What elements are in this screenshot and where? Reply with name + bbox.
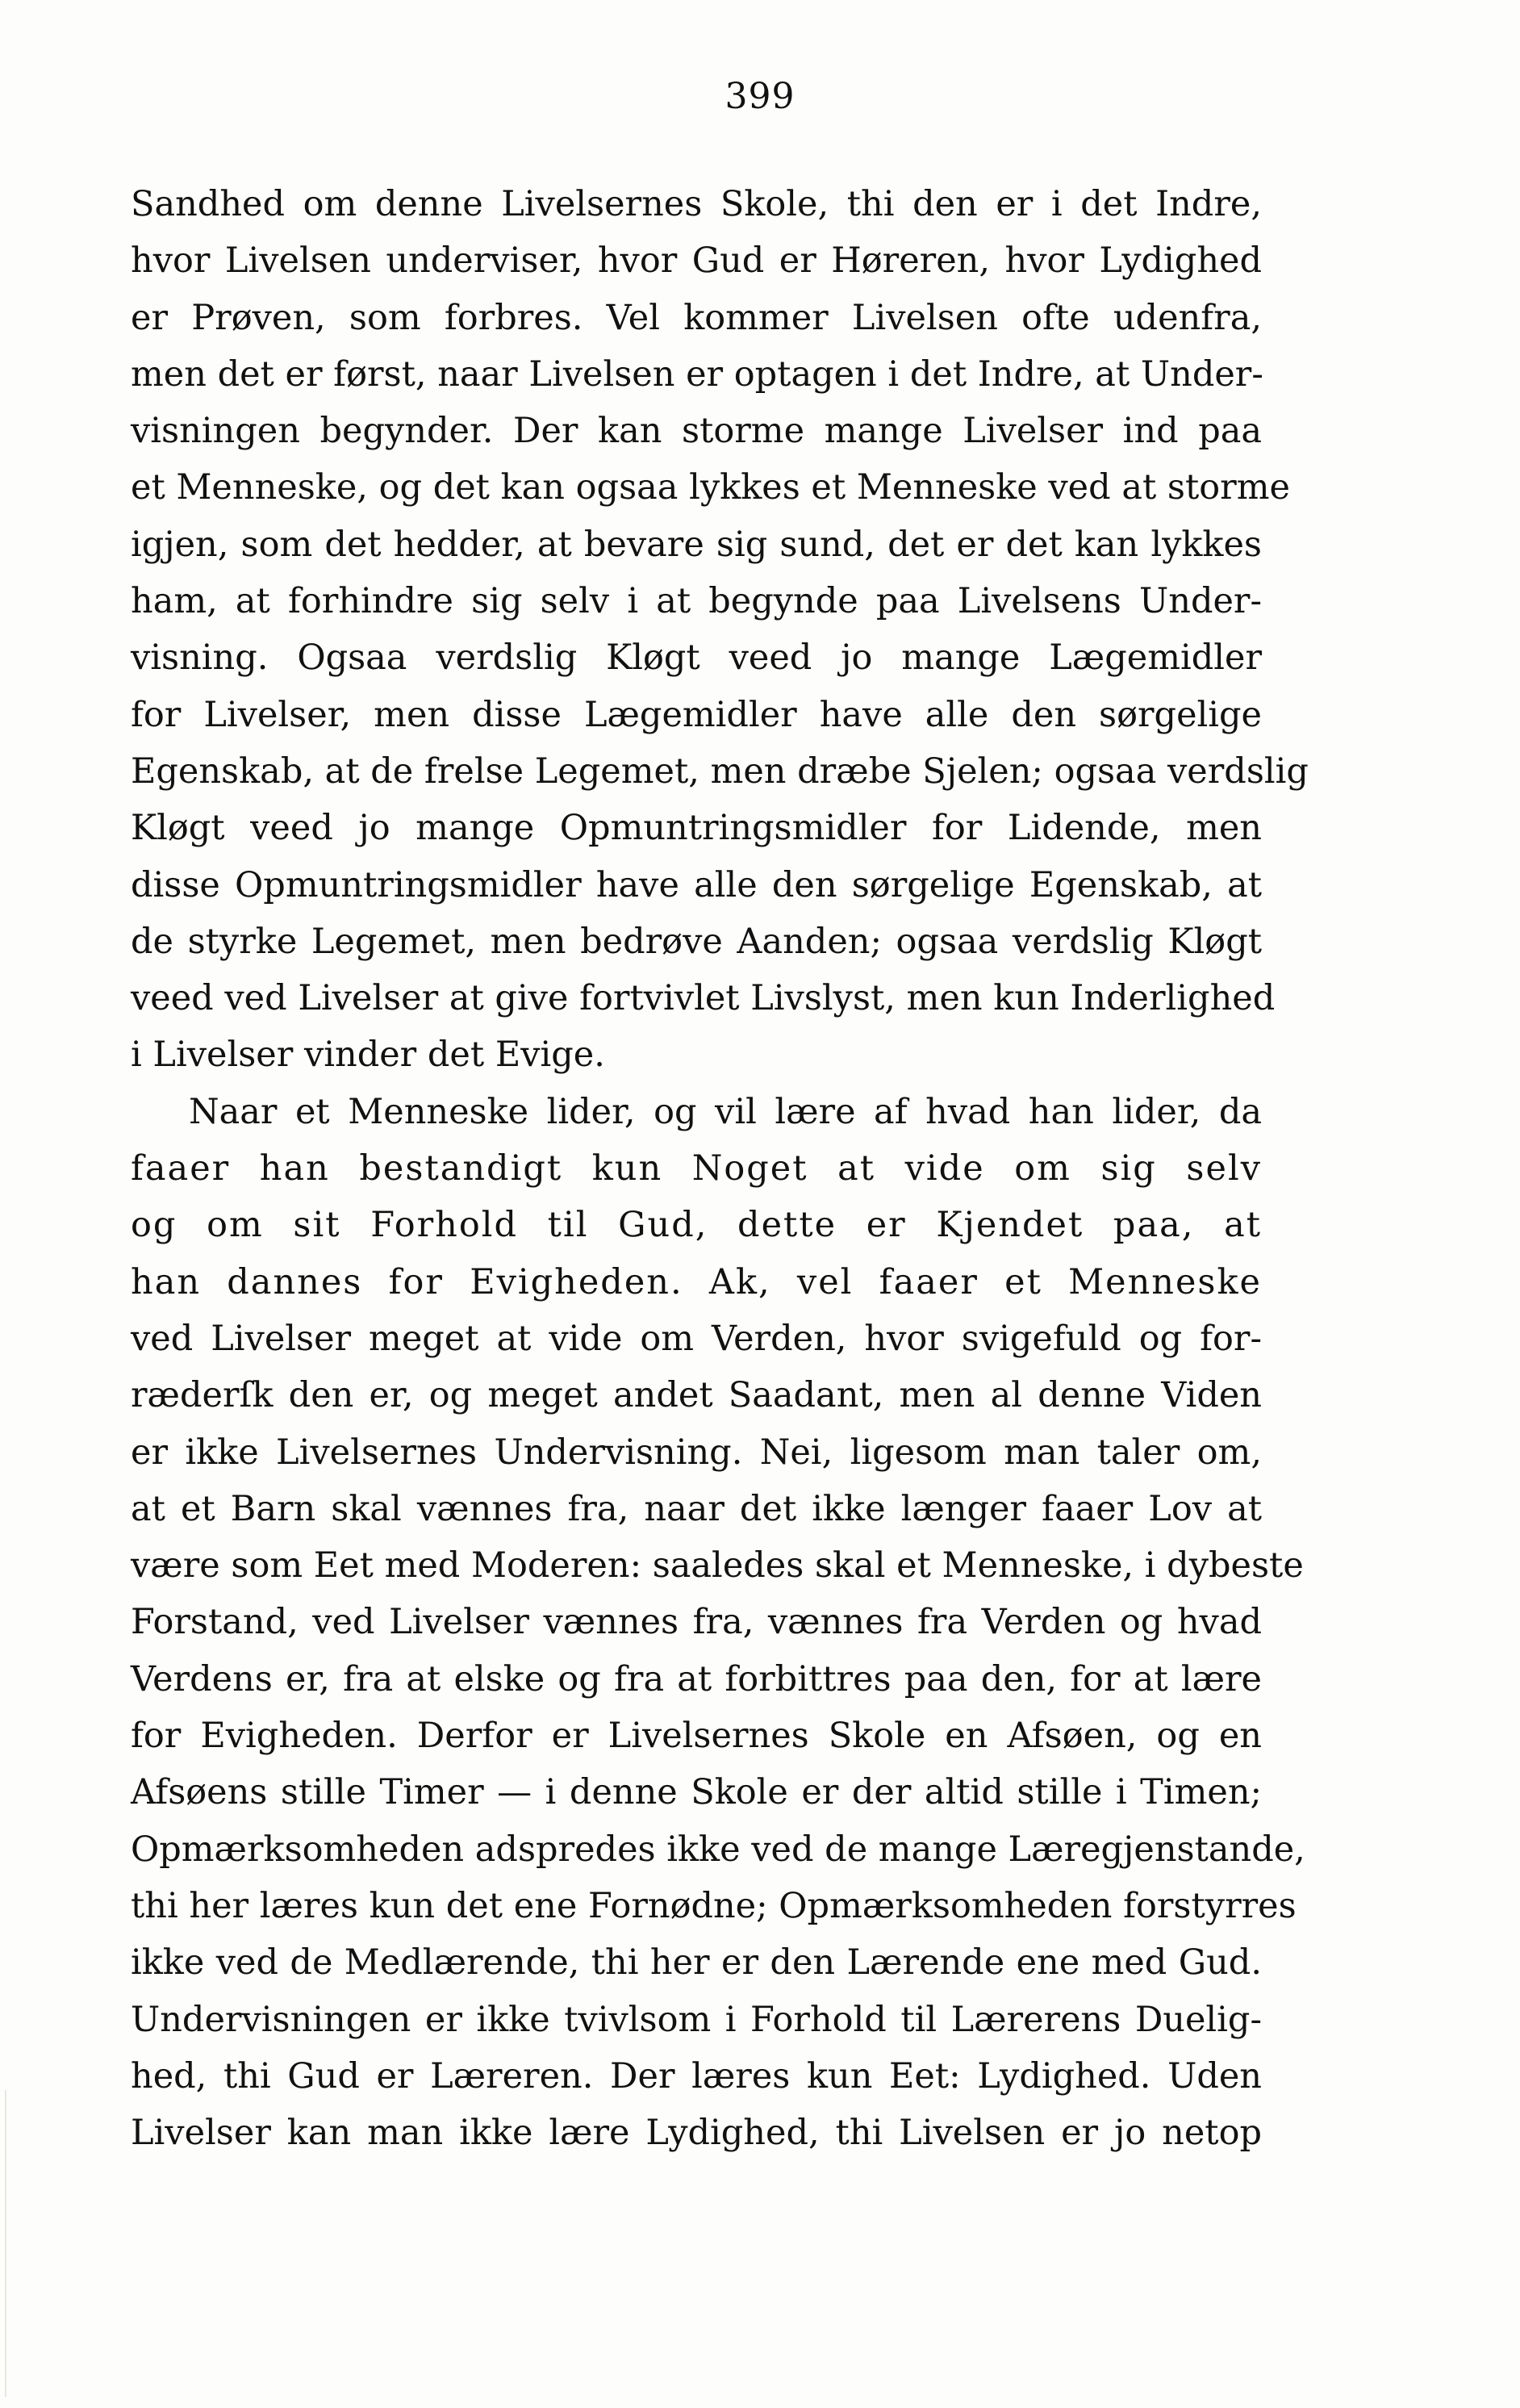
text-line: disse Opmuntringsmidler have alle den sørgelige Egenskab, at — [131, 864, 1262, 905]
text-line: Egenskab, at de frelse Legemet, men dræbe Sjelen; ogsaa verdslig — [131, 750, 1309, 792]
text-line: og om sit Forhold til Gud, dette er Kjendet paa, at — [131, 1205, 1262, 1246]
body-text — [131, 176, 1309, 2161]
text-line: de styrke Legemet, men bedrøve Aanden; ogsaa verdslig Kløgt — [131, 921, 1262, 962]
text-line: Sandhed om denne Livelsernes Skole, thi den er i det Indre, — [131, 184, 1262, 224]
page-number: 399 — [725, 76, 795, 117]
text-line: Kløgt veed jo mange Opmuntringsmidler for Lidende, men — [131, 808, 1262, 849]
text-line: for Evigheden. Derfor er Livelsernes Skole en Afsøen, og en — [131, 1716, 1262, 1757]
text-line: han dannes for Evigheden. Ak, vel faaer et Menneske — [131, 1261, 1262, 1302]
text-line: Verdens er, fra at elske og fra at forbittres paa den, for at lære — [131, 1658, 1262, 1699]
text-line: Opmærksomheden adspredes ikke ved de mange Læregjenstande, — [131, 1829, 1305, 1870]
text-line: veed ved Livelser at give fortvivlet Livslyst, men kun Inderlighed — [131, 978, 1276, 1019]
page-edge-shadow — [5, 2090, 6, 2397]
paragraph-end-line: i Livelser vinder det Evige. — [131, 1035, 605, 1076]
text-line: ved Livelser meget at vide om Verden, hvor svigefuld og for- — [131, 1318, 1262, 1359]
text-line: er Prøven, som forbres. Vel kommer Livelsen ofte udenfra, — [131, 297, 1262, 338]
text-line: at et Barn skal vænnes fra, naar det ikke længer faaer Lov at — [131, 1488, 1262, 1529]
text-line: visning. Ogsaa verdslig Kløgt veed jo mange Lægemidler — [131, 638, 1262, 679]
text-line: Undervisningen er ikke tvivlsom i Forhold til Lærerens Duelig- — [131, 1999, 1262, 2040]
text-line: Forstand, ved Livelser vænnes fra, vænnes fra Verden og hvad — [131, 1602, 1262, 1643]
paragraph-start-line: Naar et Menneske lider, og vil lære af hvad han lider, da — [189, 1091, 1262, 1132]
text-line: ikke ved de Medlærende, thi her er den Lærende ene med Gud. — [131, 1942, 1262, 1984]
text-line: hed, thi Gud er Læreren. Der læres kun Eet: Lydighed. Uden — [131, 2055, 1262, 2097]
text-line: være som Eet med Moderen: saaledes skal et Menneske, i dybeste — [131, 1545, 1304, 1587]
text-line: Afsøens stille Timer — i denne Skole er der altid stille i Timen; — [131, 1772, 1262, 1813]
text-line: er ikke Livelsernes Undervisning. Nei, ligesom man taler om, — [131, 1432, 1262, 1473]
text-line: men det er først, naar Livelsen er optagen i det Indre, at Under- — [131, 353, 1263, 395]
text-line: visningen begynder. Der kan storme mange Livelser ind paa — [131, 411, 1262, 452]
text-line: hvor Livelsen underviser, hvor Gud er Høreren, hvor Lydighed — [131, 240, 1262, 282]
text-line: faaer han bestandigt kun Noget at vide om sig selv — [131, 1148, 1262, 1189]
text-line: Livelser kan man ikke lære Lydighed, thi Livelsen er jo netop — [131, 2113, 1262, 2154]
text-line: thi her læres kun det ene Fornødne; Opmærksomheden forstyrres — [131, 1885, 1297, 1926]
text-line: igjen, som det hedder, at bevare sig sund, det er det kan lykkes — [131, 524, 1262, 565]
text-line: ham, at forhindre sig selv i at begynde paa Livelsens Under- — [131, 581, 1262, 622]
text-line: et Menneske, og det kan ogsaa lykkes et Menneske ved at storme — [131, 467, 1290, 508]
text-line: for Livelser, men disse Lægemidler have alle den sørgelige — [131, 694, 1262, 735]
text-line: ræderſk den er, og meget andet Saadant, men al denne Viden — [131, 1375, 1262, 1416]
